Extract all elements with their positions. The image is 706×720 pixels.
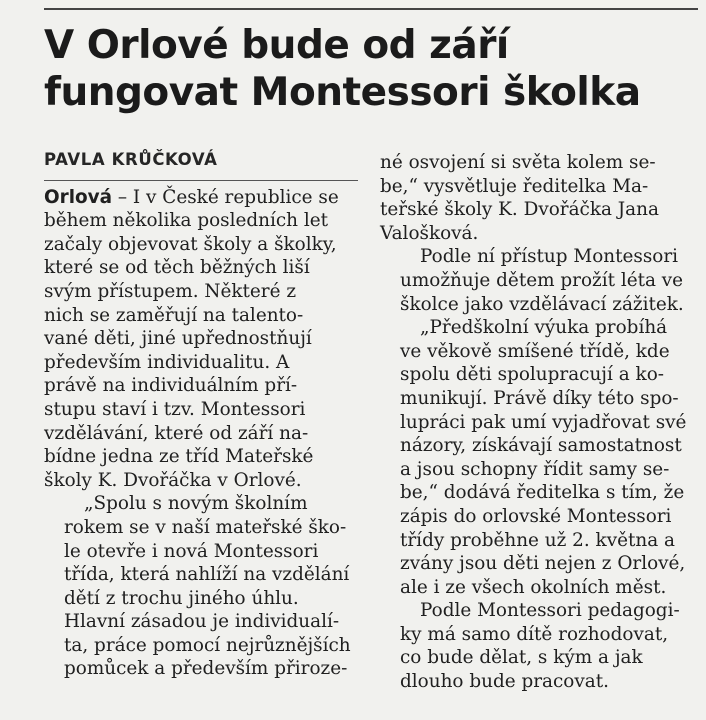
text-line: názory, získávají samostatnost [400,435,682,457]
text-line: munikují. Právě díky této spo- [400,387,679,409]
paragraph-3 [380,245,698,316]
byline: PAVLA KRŮČKOVÁ [44,148,358,181]
text-line: stupu staví i tzv. Montessori [44,398,306,420]
text-line: rokem se v naší mateřské ško- [64,516,347,538]
text-line: „Spolu s novým školním [84,493,308,515]
paragraph-continued [380,151,698,245]
text-line: vzdělávání, které od září na- [44,422,309,444]
text-line: ve věkově smíšené třídě, kde [400,340,670,362]
text-line: bídne jedna ze tříd Mateřské [44,446,314,468]
text-line: vané děti, jiné upřednostňují [44,328,312,350]
text-line: Hlavní zásadou je individualí- [64,611,340,633]
text-line: ky má samo dítě rozhodovat, [400,623,669,645]
text-line: dětí z trochu jiného úhlu. [64,587,299,609]
headline-line-2: fungovat Montessori školka [44,70,641,115]
text-line: svým přístupem. Některé z [44,280,297,302]
text-line: a jsou schopny řídit samy se- [400,458,670,480]
text-line: Podle Montessori pedagogi- [420,600,680,622]
headline [44,22,641,116]
text-line: le otevře i nová Montessori [64,540,319,562]
paragraph-4 [380,316,698,599]
text-line: umožňuje dětem prožít léta ve [400,269,684,291]
text-line: be,“ dodává ředitelka s tím, že [400,482,685,504]
dateline: Orlová [44,186,113,208]
text-line: třída, která nahlíží na vzdělání [64,564,350,586]
top-rule [44,8,698,10]
paragraph-2 [44,492,366,681]
paragraph-5 [380,599,698,693]
text-line: Podle ní přístup Montessori [420,246,679,268]
text-line: dlouho bude pracovat. [400,671,609,693]
text-line: školce jako vzdělávací zážitek. [400,293,684,315]
text-line: třídy proběhne už 2. května a [400,529,675,551]
paragraph-1 [44,186,366,493]
text-line: které se od těch běžných liší [44,257,310,279]
text-line: školy K. Dvořáčka v Orlové. [44,469,302,491]
text-line: Valošková. [380,222,479,244]
text-line: zvány jsou děti nejen z Orlové, [400,553,686,575]
text-line: zápis do orlovské Montessori [400,505,672,527]
text-line-rest: – I v České republice se [112,186,339,208]
text-line: nich se zaměřují na talento- [44,304,304,326]
text-line: be,“ vysvětluje ředitelka Ma- [380,175,649,197]
text-line: právě na individuálním pří- [44,375,298,397]
text-line: „Předškolní výuka probíhá [420,317,668,339]
text-line: během několika posledních let [44,210,329,232]
text-line: spolu děti spolupracují a ko- [400,364,664,386]
text-line: lupráci pak umí vyjadřovat své [400,411,687,433]
text-line: především individualitu. A [44,351,290,373]
text-line: ta, práce pomocí nejrůznějších [64,634,351,656]
text-line: pomůcek a především přiroze- [64,658,348,680]
left-column [44,148,366,681]
headline-line-1: V Orlové bude od září [44,23,509,68]
right-column [380,151,698,694]
text-line: začaly objevovat školy a školky, [44,233,337,255]
text-line [44,186,366,210]
text-line: né osvojení si světa kolem se- [380,152,656,173]
text-line: ale i ze všech okolních měst. [400,576,667,598]
text-line: co bude dělat, s kým a jak [400,647,643,669]
text-line: teřské školy K. Dvořáčka Jana [380,199,659,221]
